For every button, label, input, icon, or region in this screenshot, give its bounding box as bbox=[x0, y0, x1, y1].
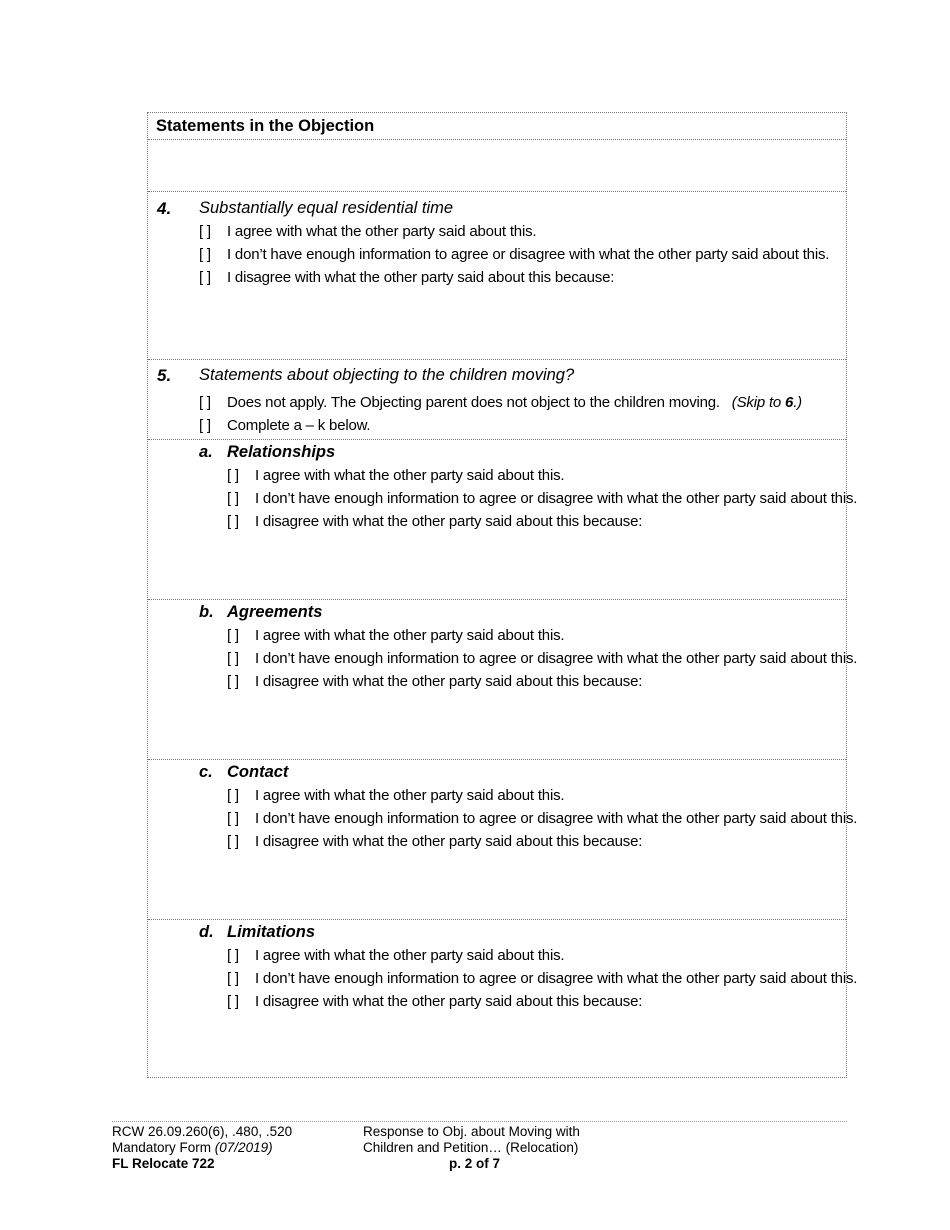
subsection-letter: c. bbox=[199, 763, 213, 781]
footer-form-id: FL Relocate 722 bbox=[112, 1156, 215, 1171]
table-title: Statements in the Objection bbox=[156, 117, 375, 135]
checkbox[interactable]: [ ] bbox=[227, 787, 239, 804]
subsection-title: Agreements bbox=[227, 603, 323, 621]
objection-statements-table bbox=[147, 112, 858, 1078]
subsection-a bbox=[148, 439, 858, 599]
checkbox[interactable]: [ ] bbox=[199, 417, 211, 434]
option-not-enough-info[interactable] bbox=[227, 490, 857, 507]
footer-divider bbox=[112, 1121, 847, 1122]
checkbox[interactable]: [ ] bbox=[227, 673, 239, 690]
subsection-b bbox=[148, 599, 858, 759]
section-title: Statements about objecting to the children moving? bbox=[199, 366, 575, 384]
subsection-title: Contact bbox=[227, 763, 289, 781]
option-label: I disagree with what the other party said about this because: bbox=[255, 673, 643, 690]
footer-mandatory-date: (07/2019) bbox=[214, 1140, 273, 1155]
checkbox[interactable]: [ ] bbox=[227, 833, 239, 850]
subsection-letter: a. bbox=[199, 443, 213, 461]
footer-page-number: p. 2 of 7 bbox=[449, 1156, 501, 1171]
checkbox[interactable]: [ ] bbox=[227, 650, 239, 667]
checkbox[interactable]: [ ] bbox=[227, 810, 239, 827]
option-agree[interactable] bbox=[227, 947, 564, 964]
footer-left bbox=[112, 1124, 292, 1172]
subsection-title: Limitations bbox=[227, 923, 316, 941]
subsection-title: Relationships bbox=[227, 443, 336, 461]
option-label: I agree with what the other party said about this. bbox=[227, 223, 537, 240]
option-does-not-apply[interactable] bbox=[199, 394, 802, 411]
option-label: I disagree with what the other party said about this because: bbox=[255, 513, 643, 530]
section-title: Substantially equal residential time bbox=[199, 199, 454, 217]
checkbox[interactable]: [ ] bbox=[227, 970, 239, 987]
footer-center bbox=[363, 1124, 580, 1172]
option-label: I agree with what the other party said about this. bbox=[255, 787, 565, 804]
option-label: I don’t have enough information to agree or disagree with what the other party said about this. bbox=[255, 490, 858, 507]
option-not-enough-info[interactable] bbox=[227, 810, 857, 827]
footer-title-line2: Children and Petition… (Relocation) bbox=[363, 1140, 579, 1155]
checkbox[interactable]: [ ] bbox=[227, 947, 239, 964]
option-label: I agree with what the other party said about this. bbox=[255, 947, 565, 964]
subsection-c bbox=[148, 759, 858, 919]
checkbox[interactable]: [ ] bbox=[227, 627, 239, 644]
checkbox[interactable]: [ ] bbox=[227, 513, 239, 530]
subsection-letter: d. bbox=[199, 923, 214, 941]
section-number: 4. bbox=[157, 199, 172, 218]
blank-row bbox=[148, 139, 846, 191]
table-header-row bbox=[148, 113, 846, 139]
section-5 bbox=[148, 359, 846, 439]
option-not-enough-info[interactable] bbox=[227, 970, 857, 987]
option-label: I don’t have enough information to agree or disagree with what the other party said about this. bbox=[227, 246, 830, 263]
option-disagree[interactable] bbox=[227, 513, 642, 530]
option-agree[interactable] bbox=[199, 223, 536, 240]
option-label: I don’t have enough information to agree or disagree with what the other party said about this. bbox=[255, 650, 858, 667]
section-number: 5. bbox=[157, 366, 172, 385]
option-not-enough-info[interactable] bbox=[199, 246, 829, 263]
option-complete-below[interactable] bbox=[199, 417, 370, 434]
option-label: I don’t have enough information to agree or disagree with what the other party said about this. bbox=[255, 810, 858, 827]
option-disagree[interactable] bbox=[227, 833, 642, 850]
option-label: I disagree with what the other party said about this because: bbox=[255, 833, 643, 850]
option-agree[interactable] bbox=[227, 467, 564, 484]
subsection-d bbox=[148, 919, 858, 1077]
option-agree[interactable] bbox=[227, 627, 564, 644]
footer-title-line1: Response to Obj. about Moving with bbox=[363, 1124, 580, 1139]
checkbox[interactable]: [ ] bbox=[199, 269, 211, 286]
option-label: I agree with what the other party said about this. bbox=[255, 627, 565, 644]
option-label: I don’t have enough information to agree or disagree with what the other party said about this. bbox=[255, 970, 858, 987]
footer-rcw: RCW 26.09.260(6), .480, .520 bbox=[112, 1124, 293, 1139]
checkbox[interactable]: [ ] bbox=[199, 223, 211, 240]
option-agree[interactable] bbox=[227, 787, 564, 804]
option-label: Does not apply. The Objecting parent does not object to the children moving. bbox=[227, 394, 720, 411]
checkbox[interactable]: [ ] bbox=[199, 246, 211, 263]
checkbox[interactable]: [ ] bbox=[227, 490, 239, 507]
option-disagree[interactable] bbox=[199, 269, 614, 286]
option-disagree[interactable] bbox=[227, 993, 642, 1010]
checkbox[interactable]: [ ] bbox=[199, 394, 211, 411]
option-not-enough-info[interactable] bbox=[227, 650, 857, 667]
option-label: I disagree with what the other party said about this because: bbox=[255, 993, 643, 1010]
subsection-letter: b. bbox=[199, 603, 214, 621]
option-label: Complete a – k below. bbox=[227, 417, 371, 434]
footer-mandatory: Mandatory Form (07/2019) bbox=[112, 1140, 273, 1155]
option-label: I agree with what the other party said about this. bbox=[255, 467, 565, 484]
option-label: I disagree with what the other party said about this because: bbox=[227, 269, 615, 286]
skip-instruction: (Skip to 6.) bbox=[731, 394, 802, 411]
checkbox[interactable]: [ ] bbox=[227, 993, 239, 1010]
section-4 bbox=[148, 191, 846, 359]
option-disagree[interactable] bbox=[227, 673, 642, 690]
checkbox[interactable]: [ ] bbox=[227, 467, 239, 484]
